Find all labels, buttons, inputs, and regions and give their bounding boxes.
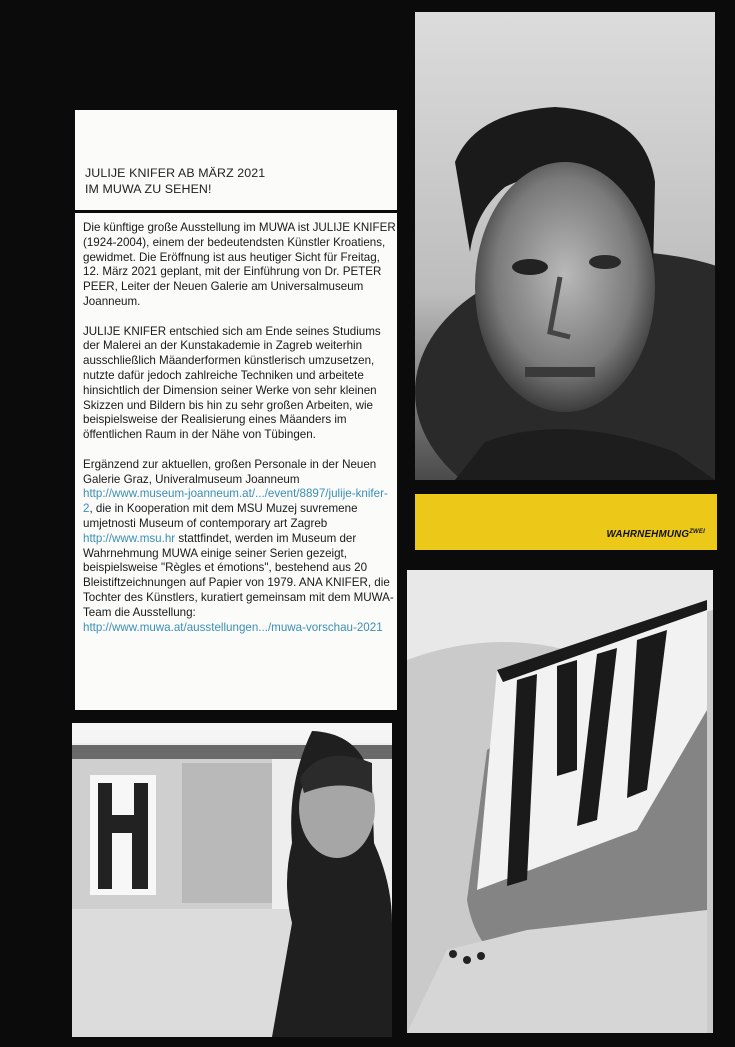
paragraph-3-text-a: Ergänzend zur aktuellen, großen Personale in der Neuen Galerie Graz, Univeralmuseum Joanneum <box>83 457 377 486</box>
artist-quarry-photo <box>72 723 392 1037</box>
banner-superscript: ZWEI <box>689 529 705 535</box>
link-museum-joanneum[interactable]: http://www.museum-joanneum.at/.../event/8897/julije-knifer-2 <box>83 487 388 516</box>
headline-line-1: JULIJE KNIFER AB MÄRZ 2021 <box>85 166 266 180</box>
article-paragraph-2: JULIJE KNIFER entschied sich am Ende seines Studiums der Malerei an der Kunstakademie in Zagreb weiterhin ausschließlich Mäanderformen künstlerisch umzusetzen, nutzte dafür jedoch zahlreiche Techniken und arbeitete hinsichtlich der Dimension seiner Werke von sehr kleinen Skizzen und Bildern bis hin zu sehr großen Arbeiten, wie beispielsweise der Realisierung eines Mäanders im öffentlichen Raum in der Nähe von Tübingen. <box>83 324 381 442</box>
link-muwa[interactable]: http://www.muwa.at/ausstellungen.../muwa-vorschau-2021 <box>83 620 383 634</box>
paragraph-3-text-b: , die in Kooperation mit dem MSU Muzej suvremene umjetnosti Museum of contemporary art Zagreb <box>83 502 358 530</box>
article-paragraph-1: Die künftige große Ausstellung im MUWA ist JULIJE KNIFER (1924-2004), einem der bedeutendsten Künstler Kroatiens, gewidmet. Die Eröffnung ist aus heutiger Sicht für Freitag, 12. März 2021 geplant, mit der Einführung von Dr. PETER PEER, Leiter der Neuen Galerie am Universalmuseum Joanneum. <box>83 221 396 308</box>
paragraph-3-text-c: stattfindet, werden im Museum der Wahrnehmung MUWA einige seiner Serien gezeigt, beispielsweise "Règles et émotions", bestehend aus 20 Bleistiftzeichnungen auf Papier von 1979. ANA KNIFER, die Tochter des Künstlers, kuratiert gemeinsam mit dem MUWA-Team die Ausstellung: <box>83 531 394 619</box>
banner-word: WAHRNEHMUNG <box>606 529 690 540</box>
article-card <box>75 213 397 710</box>
portrait-photo <box>415 12 715 480</box>
article-paragraph-3 <box>83 458 397 636</box>
article-body <box>83 221 397 650</box>
banner-label <box>606 529 705 540</box>
link-msu[interactable]: http://www.msu.hr <box>83 531 176 545</box>
meander-flag-photo <box>407 570 713 1033</box>
headline-line-2: IM MUWA ZU SEHEN! <box>85 182 212 196</box>
wahrnehmung-banner <box>415 494 717 550</box>
headline <box>85 165 265 197</box>
title-card <box>75 110 397 210</box>
